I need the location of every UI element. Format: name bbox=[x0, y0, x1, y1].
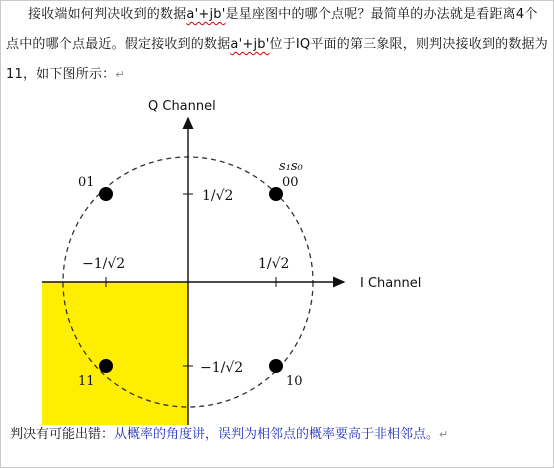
legend-s1s0: s₁s₀ bbox=[279, 159, 303, 174]
tick-label-x-pos: 1/√2 bbox=[258, 256, 290, 272]
point-label-01: 01 bbox=[78, 175, 95, 190]
point-label-00: 00 bbox=[282, 175, 299, 190]
tick-label-y-pos: 1/√2 bbox=[202, 188, 234, 204]
tick-label-y-neg: −1/√2 bbox=[200, 360, 244, 376]
intro-paragraph: 接收端如何判决收到的数据a'+jb'是星座图中的哪个点呢？最简单的办法就是看距离4个点中的哪个点最近。假定接收到的数据a'+jb'位于IQ平面的第三象限，则判决接收到的数据为11，如下图所示：↵ bbox=[6, 7, 548, 82]
constellation-point-01 bbox=[99, 187, 113, 201]
paragraph-mark-icon: ↵ bbox=[115, 68, 125, 81]
received-symbol-expression-2: a'+jb' bbox=[230, 37, 270, 52]
footer-note bbox=[10, 420, 550, 450]
point-label-10: 10 bbox=[286, 374, 303, 389]
footer-blue-text: 从概率的角度讲，误判为相邻点的概率要高于非相邻点。 bbox=[114, 427, 440, 442]
q-axis-label: Q Channel bbox=[148, 99, 216, 114]
tick-label-x-neg: −1/√2 bbox=[82, 256, 126, 272]
constellation-point-00 bbox=[269, 187, 283, 201]
third-quadrant-highlight bbox=[42, 282, 188, 425]
i-axis-label: I Channel bbox=[360, 276, 422, 291]
constellation-point-11 bbox=[99, 359, 113, 373]
footer-mark-icon: ↵ bbox=[439, 428, 449, 441]
footer-prefix: 判决有可能出错： bbox=[10, 427, 115, 442]
received-symbol-expression: a'+jb' bbox=[186, 7, 226, 22]
constellation-point-10 bbox=[269, 359, 283, 373]
point-label-11: 11 bbox=[78, 374, 95, 389]
